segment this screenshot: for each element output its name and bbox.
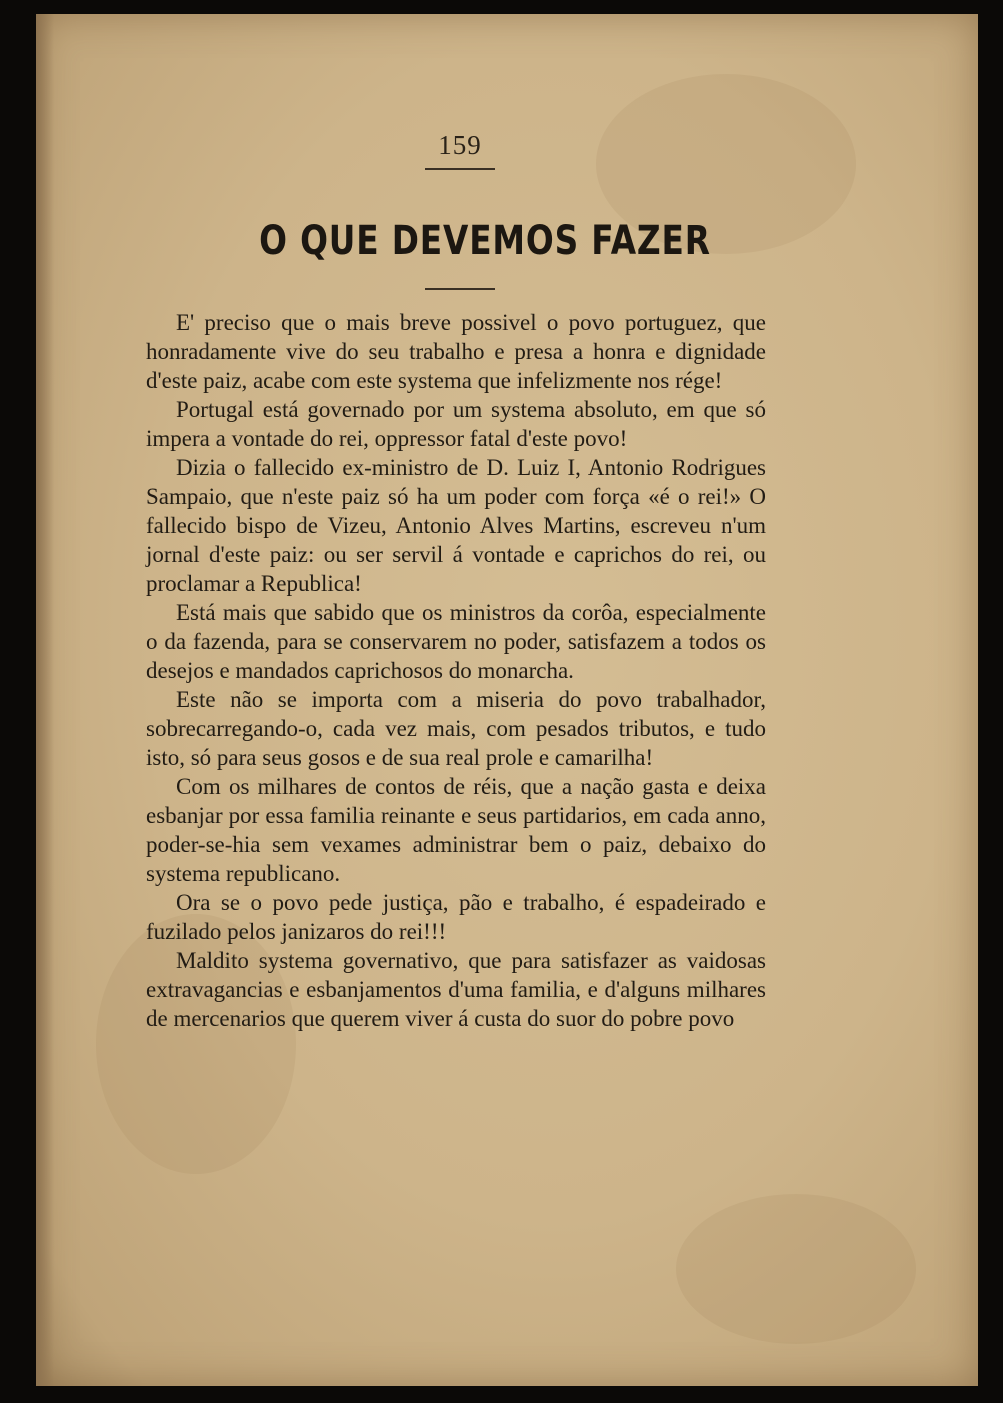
page-gutter-shadow xyxy=(36,14,54,1386)
paragraph: Este não se importa com a miseria do povo trabalhador, sobrecarregando-o, cada vez mais, com pesados tributos, e tudo isto, só para seus gosos e de sua real prole e camarilha! xyxy=(146,687,766,770)
paragraph: E' preciso que o mais breve possivel o povo portuguez, que honradamente vive do seu trabalho e presa a honra e dignidade d'este paiz, acabe com este systema que infelizmente nos rége! xyxy=(146,310,766,393)
page-number-rule xyxy=(425,168,495,170)
body-text xyxy=(146,308,766,1033)
paragraph: Maldito systema governativo, que para satisfazer as vaidosas extravagancias e esbanjamentos d'uma familia, e d'alguns milhares de mercenarios que querem viver á custa do suor do pobre povo xyxy=(146,948,766,1031)
page-number: 159 xyxy=(438,130,482,160)
paper-stain xyxy=(676,1194,916,1344)
chapter-title: O QUE DEVEMOS FAZER xyxy=(259,218,711,264)
paragraph: Com os milhares de contos de réis, que a nação gasta e deixa esbanjar por essa familia reinante e seus partidarios, em cada anno, poder-se-hia sem vexames administrar bem o paiz, debaixo do systema republicano. xyxy=(146,774,766,886)
paragraph: Portugal está governado por um systema absoluto, em que só impera a vontade do rei, oppressor fatal d'este povo! xyxy=(146,397,766,451)
paragraph: Dizia o fallecido ex-ministro de D. Luiz I, Antonio Rodrigues Sampaio, que n'este paiz só ha um poder com força «é o rei!» O fallecido bispo de Vizeu, Antonio Alves Martins, escreveu n'um jornal d'este paiz: ou ser servil á vontade e caprichos do rei, ou proclamar a Republica! xyxy=(146,455,766,596)
paragraph: Está mais que sabido que os ministros da corôa, especialmente o da fazenda, para se conservarem no poder, satisfazem a todos os desejos e mandados caprichosos do monarcha. xyxy=(146,600,766,683)
title-rule xyxy=(425,288,495,290)
paragraph: Ora se o povo pede justiça, pão e trabalho, é espadeirado e fuzilado pelos janizaros do rei!!! xyxy=(146,890,766,944)
